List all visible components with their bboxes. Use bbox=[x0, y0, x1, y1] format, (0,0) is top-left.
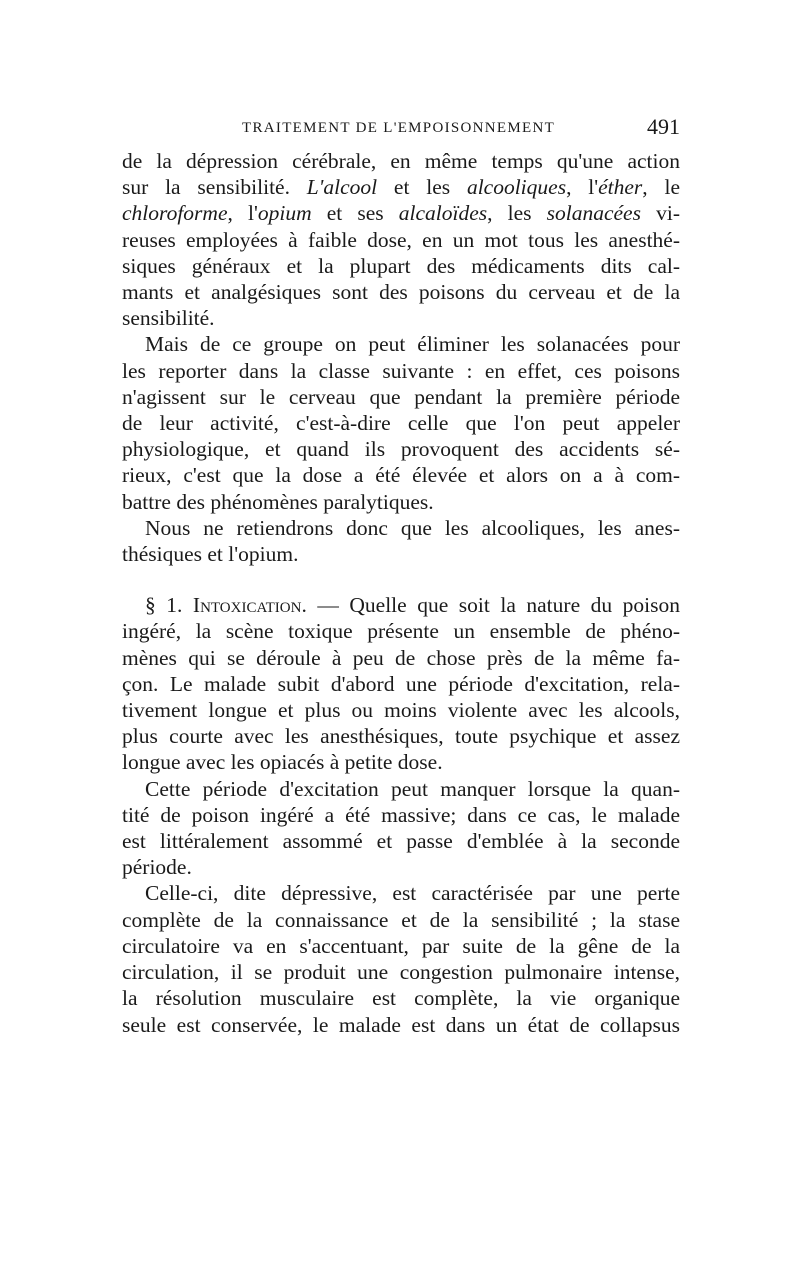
paragraph bbox=[122, 148, 680, 331]
text-line: sensibilité. bbox=[122, 306, 215, 331]
paragraph bbox=[122, 331, 680, 514]
text-line: Cette période d'excitation peut manquer lorsque la quan- bbox=[145, 776, 680, 801]
text-line: Celle-ci, dite dépressive, est caractérisée par une perte bbox=[145, 881, 680, 906]
text-line: thésiques et l'opium. bbox=[122, 542, 299, 567]
text-line: circulatoire va en s'accentuant, par suite de la gêne de la bbox=[122, 933, 680, 958]
text-line: période. bbox=[122, 855, 192, 880]
text-line: chloroforme, l'opium et ses alcaloïdes, les solanacées vi- bbox=[122, 201, 680, 226]
text-line: tivement longue et plus ou moins violente avec les alcools, bbox=[122, 698, 680, 723]
text-line: mènes qui se déroule à peu de chose près de la même fa- bbox=[122, 645, 680, 670]
text-line: de leur activité, c'est-à-dire celle que l'on peut appeler bbox=[122, 411, 680, 436]
section-heading: § 1. Intoxication. — bbox=[145, 593, 350, 618]
paragraph bbox=[122, 880, 680, 1037]
text-line: tité de poison ingéré a été massive; dans ce cas, le malade bbox=[122, 802, 680, 827]
running-header bbox=[122, 114, 680, 142]
text-line: Mais de ce groupe on peut éliminer les solanacées pour bbox=[145, 332, 680, 357]
text-line: plus courte avec les anesthésiques, toute psychique et assez bbox=[122, 724, 680, 749]
text-line: est littéralement assommé et passe d'emblée à la seconde bbox=[122, 829, 680, 854]
text-line: de la dépression cérébrale, en même temps qu'une action bbox=[122, 149, 680, 173]
text-line: sur la sensibilité. L'alcool et les alcooliques, l'éther, le bbox=[122, 175, 680, 200]
body-text bbox=[122, 148, 680, 1038]
text-line: les reporter dans la classe suivante : en effet, ces poisons bbox=[122, 358, 680, 383]
text-line: rieux, c'est que la dose a été élevée et alors on a à com- bbox=[122, 463, 680, 488]
text-line: battre des phénomènes paralytiques. bbox=[122, 489, 434, 514]
text-line: siques généraux et la plupart des médicaments dits cal- bbox=[122, 253, 680, 278]
text-line: la résolution musculaire est complète, la vie organique bbox=[122, 986, 680, 1011]
text-line: ingéré, la scène toxique présente un ensemble de phéno- bbox=[122, 619, 680, 644]
text-line: complète de la connaissance et de la sensibilité ; la stase bbox=[122, 907, 680, 932]
text-line: § 1. Intoxication. — Quelle que soit la nature du poison bbox=[145, 593, 680, 618]
page-number: 491 bbox=[647, 114, 680, 139]
running-title: TRAITEMENT DE L'EMPOISONNEMENT bbox=[242, 120, 556, 136]
text-line: mants et analgésiques sont des poisons du cerveau et de la bbox=[122, 280, 680, 305]
text-line: n'agissent sur le cerveau que pendant la première période bbox=[122, 384, 680, 409]
paragraph bbox=[122, 776, 680, 881]
text-line: physiologique, et quand ils provoquent des accidents sé- bbox=[122, 437, 680, 462]
section-paragraph bbox=[122, 592, 680, 775]
text-line: longue avec les opiacés à petite dose. bbox=[122, 750, 443, 775]
text-line: seule est conservée, le malade est dans un état de collapsus bbox=[122, 1012, 680, 1037]
paragraph bbox=[122, 515, 680, 567]
text-line: circulation, il se produit une congestion pulmonaire intense, bbox=[122, 960, 680, 985]
text-line: çon. Le malade subit d'abord une période d'excitation, rela- bbox=[122, 671, 680, 696]
section-gap bbox=[122, 567, 680, 592]
text-line: Nous ne retiendrons donc que les alcooliques, les anes- bbox=[145, 515, 680, 540]
text-line: reuses employées à faible dose, en un mot tous les anesthé- bbox=[122, 227, 680, 252]
